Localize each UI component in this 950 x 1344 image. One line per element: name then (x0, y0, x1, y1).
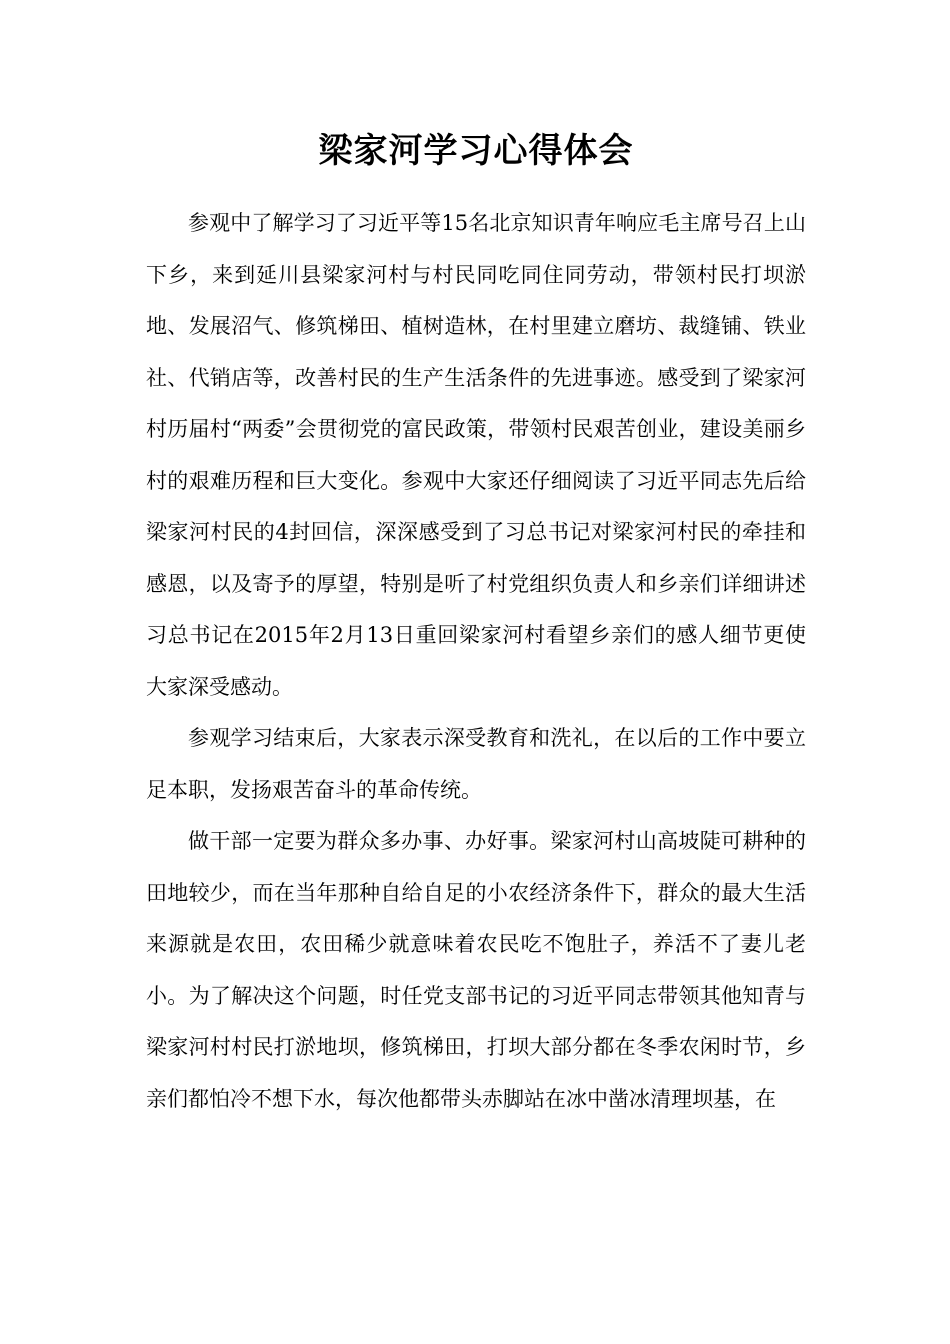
paragraph-after-visit: 参观学习结束后，大家表示深受教育和洗礼，在以后的工作中要立足本职，发扬艰苦奋斗的革命传统。 (146, 726, 806, 802)
document-body (146, 198, 806, 1125)
paragraph-visit-summary: 参观中了解学习了习近平等15名北京知识青年响应毛主席号召上山下乡，来到延川县梁家河村与村民同吃同住同劳动，带领村民打坝淤地、发展沼气、修筑梯田、植树造林，在村里建立磨坊、裁缝铺、铁业社、代销店等，改善村民的生产生活条件的先进事迹。感受到了梁家河村历届村“两委”会贯彻党的富民政策，带领村民艰苦创业，建设美丽乡村的艰难历程和巨大变化。参观中大家还仔细阅读了习近平同志先后给梁家河村民的4封回信，深深感受到了习总书记对梁家河村民的牵挂和感恩，以及寄予的厚望，特别是听了村党组织负责人和乡亲们详细讲述习总书记在2015年2月13日重回梁家河村看望乡亲们的感人细节更使大家深受感动。 (146, 211, 806, 699)
document-title: 梁家河学习心得体会 (318, 131, 634, 171)
paragraph-serve-masses: 做干部一定要为群众多办事、办好事。梁家河村山高坡陡可耕种的田地较少，而在当年那种自给自足的小农经济条件下，群众的最大生活来源就是农田，农田稀少就意味着农民吃不饱肚子，养活不了妻儿老小。为了解决这个问题，时任党支部书记的习近平同志带领其他知青与梁家河村村民打淤地坝，修筑梯田，打坝大部分都在冬季农闲时节，乡亲们都怕冷不想下水，每次他都带头赤脚站在冰中凿冰清理坝基，在 (146, 829, 806, 1111)
